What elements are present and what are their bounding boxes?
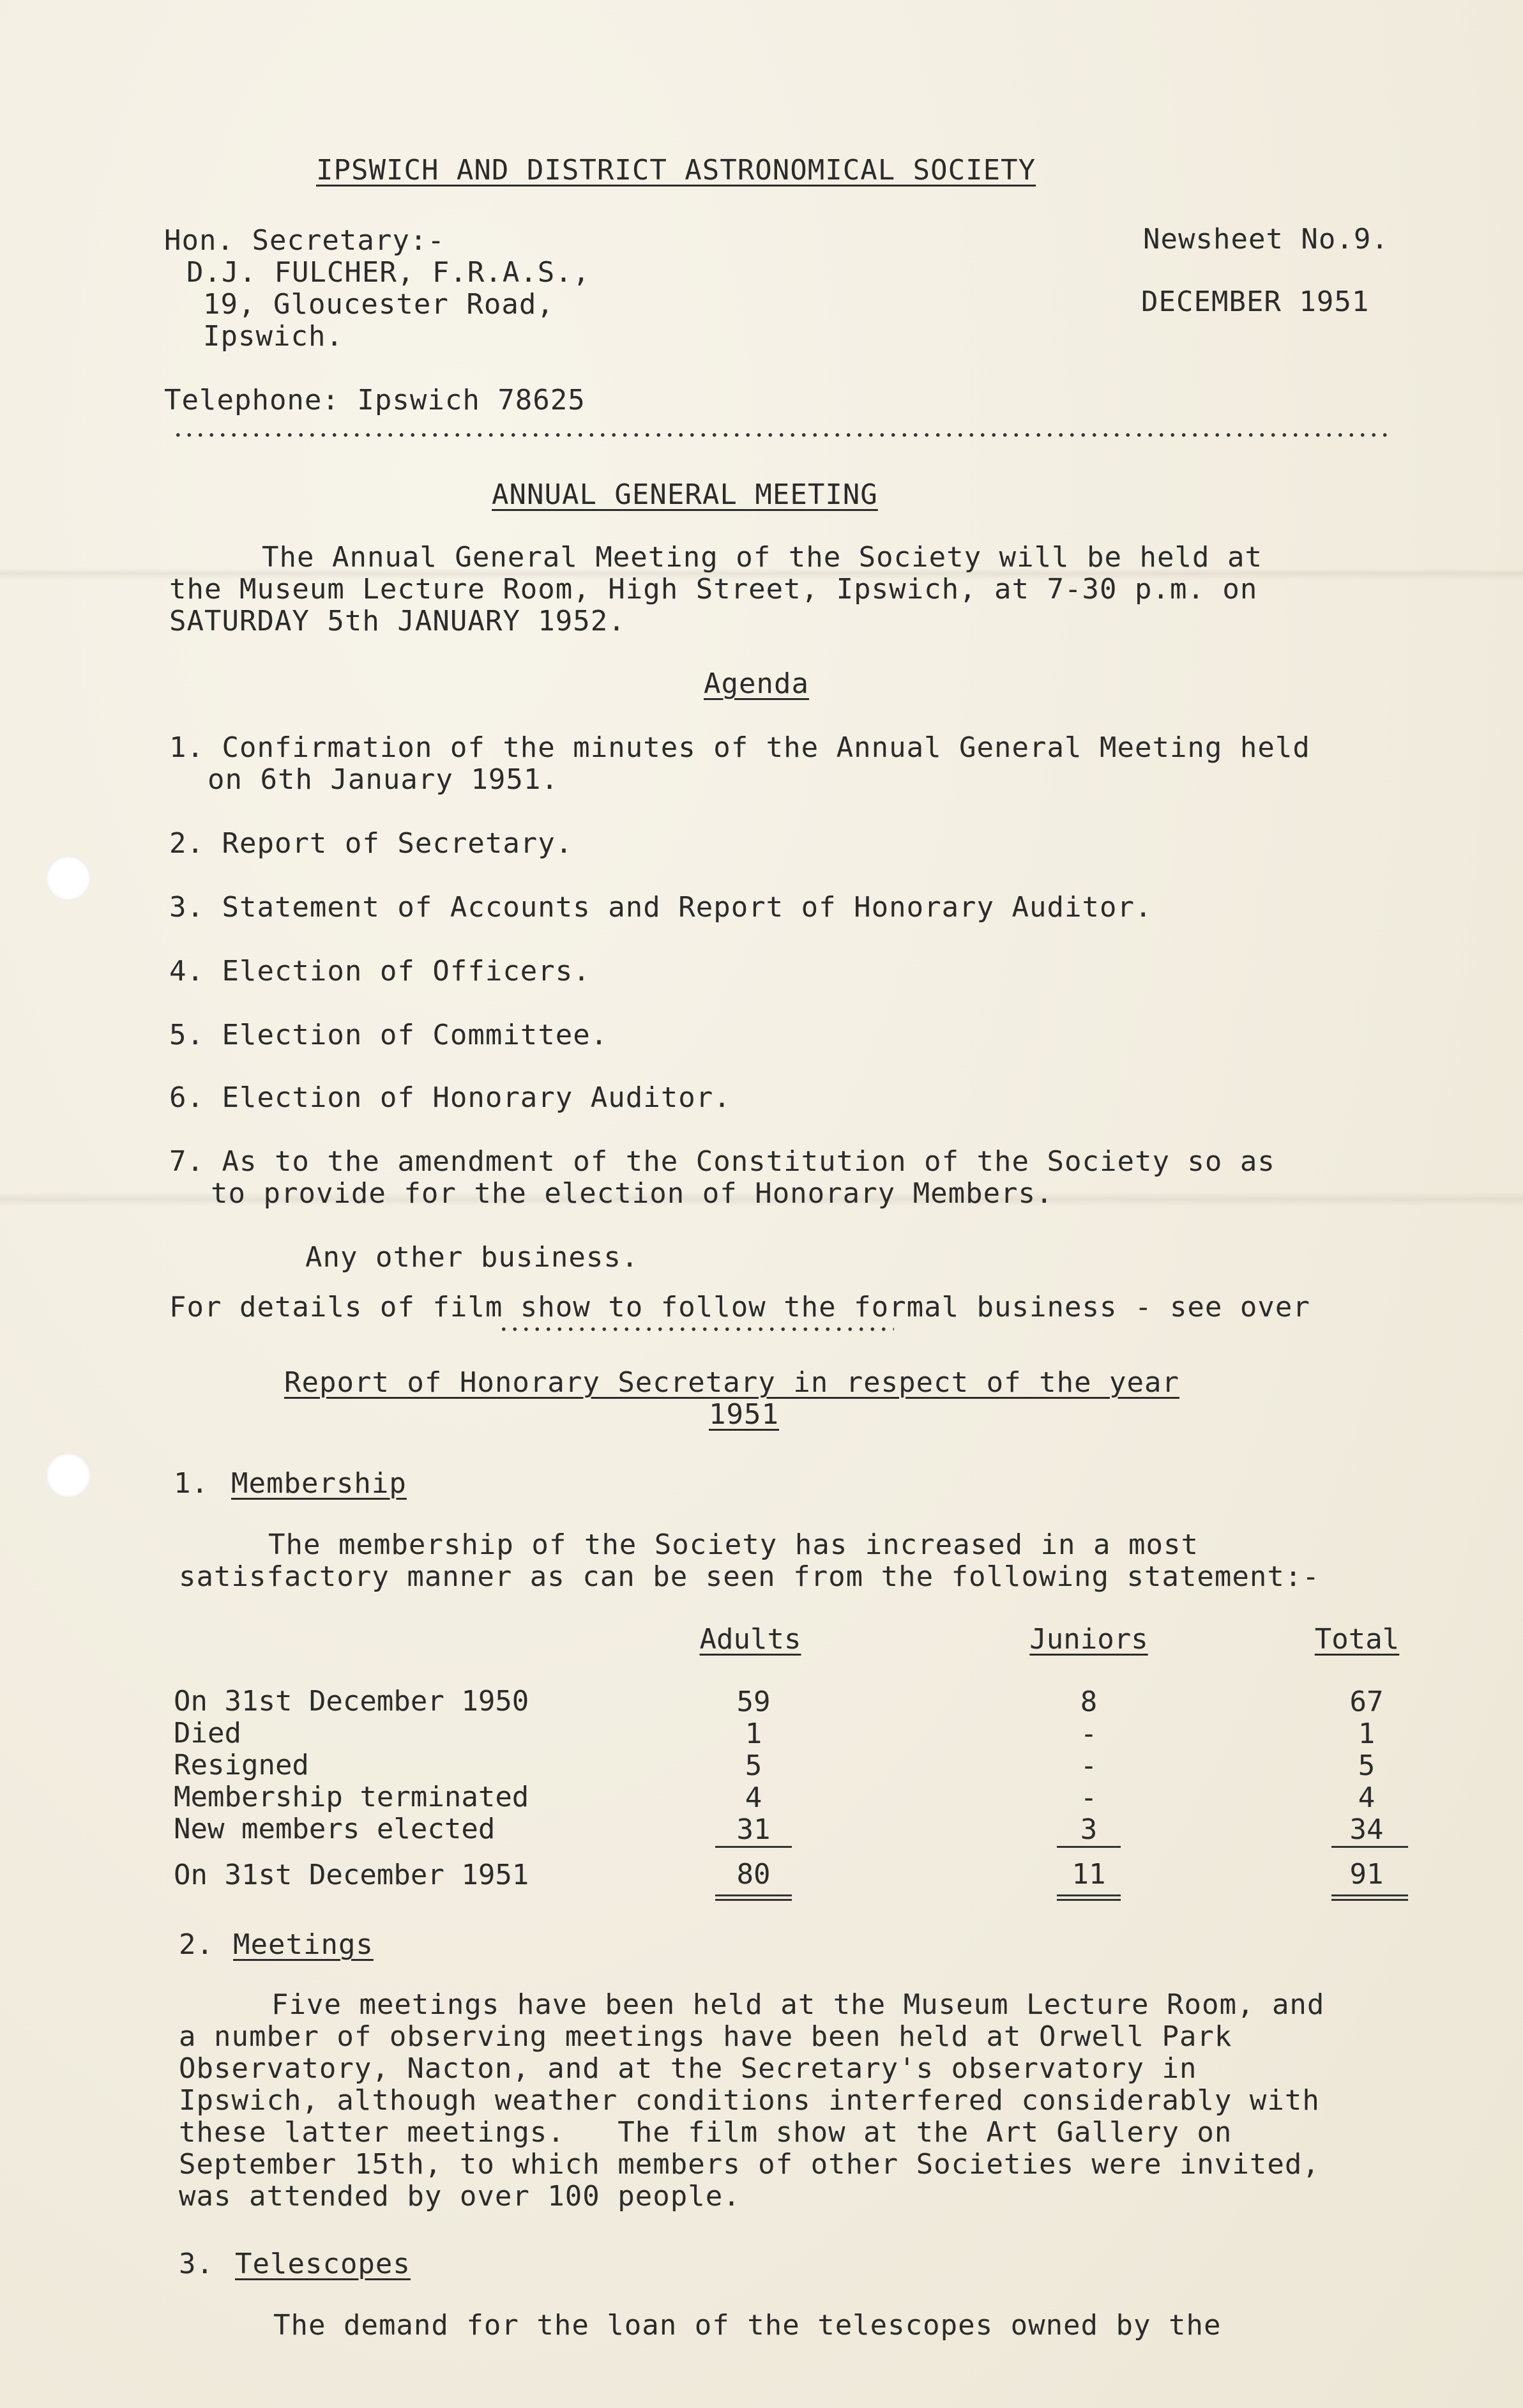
secretary-telephone: Telephone: Ipswich 78625 xyxy=(164,384,586,416)
cell-total: 34 xyxy=(1349,1813,1384,1846)
agenda-item: 7. As to the amendment of the Constitution of the Society so as xyxy=(169,1145,1275,1178)
total-rule-juniors-1 xyxy=(1057,1894,1121,1896)
other-business: Any other business. xyxy=(305,1241,639,1274)
cell-adults: 31 xyxy=(736,1813,771,1846)
agenda-item: 3. Statement of Accounts and Report of Honorary Auditor. xyxy=(169,891,1153,924)
row-label: Membership terminated xyxy=(174,1781,529,1813)
cell-adults: 59 xyxy=(736,1686,771,1718)
agm-intro-line-3: SATURDAY 5th JANUARY 1952. xyxy=(169,605,626,637)
cell-juniors: - xyxy=(1080,1781,1098,1814)
agenda-item: 1. Confirmation of the minutes of the Annual General Meeting held xyxy=(169,731,1310,764)
agenda-item: 4. Election of Officers. xyxy=(169,955,591,987)
cell-adults: 80 xyxy=(736,1858,771,1891)
telescopes-heading: Telescopes xyxy=(235,2248,411,2280)
cell-juniors: 11 xyxy=(1072,1858,1106,1891)
cell-juniors: 3 xyxy=(1080,1813,1098,1846)
punch-hole-upper xyxy=(46,856,91,901)
secretary-street: 19, Gloucester Road, xyxy=(203,288,554,321)
agenda-item: 2. Report of Secretary. xyxy=(169,827,573,860)
meetings-heading: Meetings xyxy=(233,1928,374,1961)
column-header-adults: Adults xyxy=(699,1623,801,1656)
row-label: On 31st December 1951 xyxy=(174,1859,529,1891)
punch-hole-lower xyxy=(46,1453,91,1498)
cell-juniors: - xyxy=(1080,1749,1098,1782)
meetings-number: 2. xyxy=(179,1928,214,1961)
meetings-para-line-4: Ipswich, although weather conditions interfered considerably with xyxy=(179,2084,1320,2117)
dotted-separator xyxy=(172,433,1389,437)
agm-title: ANNUAL GENERAL MEETING xyxy=(492,478,878,511)
secretary-label: Hon. Secretary:- xyxy=(164,224,445,257)
agenda-item-continuation: on 6th January 1951. xyxy=(208,763,559,796)
row-label: On 31st December 1950 xyxy=(174,1685,529,1718)
subtotal-rule-juniors xyxy=(1057,1846,1121,1848)
membership-number: 1. xyxy=(174,1467,209,1500)
cell-total: 91 xyxy=(1349,1858,1384,1891)
total-rule-adults-1 xyxy=(715,1894,792,1896)
membership-para-line-1: The membership of the Society has increased in a most xyxy=(268,1528,1199,1561)
cell-juniors: - xyxy=(1080,1718,1098,1750)
cell-adults: 1 xyxy=(745,1718,762,1750)
newsheet-number: Newsheet No.9. xyxy=(1143,223,1389,255)
cell-adults: 4 xyxy=(745,1781,762,1814)
secretary-town: Ipswich. xyxy=(203,320,344,353)
column-header-juniors: Juniors xyxy=(1029,1623,1148,1656)
agenda-item-continuation: to provide for the election of Honorary Members. xyxy=(211,1177,1054,1210)
cell-total: 1 xyxy=(1358,1718,1375,1750)
total-rule-total-2 xyxy=(1331,1899,1408,1901)
cell-adults: 5 xyxy=(745,1749,762,1782)
secretary-name: D.J. FULCHER, F.R.A.S., xyxy=(186,256,591,289)
subtotal-rule-adults xyxy=(715,1846,792,1848)
row-label: New members elected xyxy=(174,1813,496,1845)
cell-total: 67 xyxy=(1349,1686,1384,1718)
meetings-para-line-1: Five meetings have been held at the Museum Lecture Room, and xyxy=(271,1988,1325,2021)
telescopes-para-line-1: The demand for the loan of the telescopes owned by the xyxy=(273,2309,1222,2342)
society-heading: IPSWICH AND DISTRICT ASTRONOMICAL SOCIETY xyxy=(316,154,1036,187)
subtotal-rule-total xyxy=(1331,1846,1408,1848)
film-note: For details of film show to follow the formal business - see over xyxy=(169,1291,1310,1323)
meetings-para-line-3: Observatory, Nacton, and at the Secretary's observatory in xyxy=(179,2052,1197,2085)
newsheet-date: DECEMBER 1951 xyxy=(1141,286,1370,318)
agm-intro-line-2: the Museum Lecture Room, High Street, Ipswich, at 7-30 p.m. on xyxy=(169,573,1258,606)
agenda-item: 6. Election of Honorary Auditor. xyxy=(169,1081,731,1114)
agm-intro-line-1: The Annual General Meeting of the Society will be held at xyxy=(262,541,1262,574)
total-rule-adults-2 xyxy=(715,1899,792,1901)
membership-para-line-2: satisfactory manner as can be seen from the following statement:- xyxy=(179,1560,1320,1593)
agenda-title: Agenda xyxy=(704,667,809,700)
meetings-para-line-7: was attended by over 100 people. xyxy=(179,2180,741,2213)
meetings-para-line-2: a number of observing meetings have been held at Orwell Park xyxy=(179,2020,1232,2053)
report-year: 1951 xyxy=(709,1398,779,1431)
meetings-para-line-6: September 15th, to which members of other Societies were invited, xyxy=(179,2148,1320,2181)
total-rule-total-1 xyxy=(1331,1894,1408,1896)
dotted-separator-short xyxy=(498,1327,894,1331)
report-title: Report of Honorary Secretary in respect of the year xyxy=(284,1366,1180,1399)
cell-total: 4 xyxy=(1358,1781,1375,1814)
total-rule-juniors-2 xyxy=(1057,1899,1121,1901)
telescopes-number: 3. xyxy=(179,2248,214,2280)
row-label: Resigned xyxy=(174,1749,309,1781)
cell-total: 5 xyxy=(1358,1749,1375,1782)
meetings-para-line-5: these latter meetings. The film show at the Art Gallery on xyxy=(179,2116,1232,2149)
row-label: Died xyxy=(174,1717,241,1749)
agenda-item: 5. Election of Committee. xyxy=(169,1019,609,1051)
membership-heading: Membership xyxy=(231,1467,407,1500)
cell-juniors: 8 xyxy=(1080,1686,1098,1718)
column-header-total: Total xyxy=(1314,1623,1400,1656)
